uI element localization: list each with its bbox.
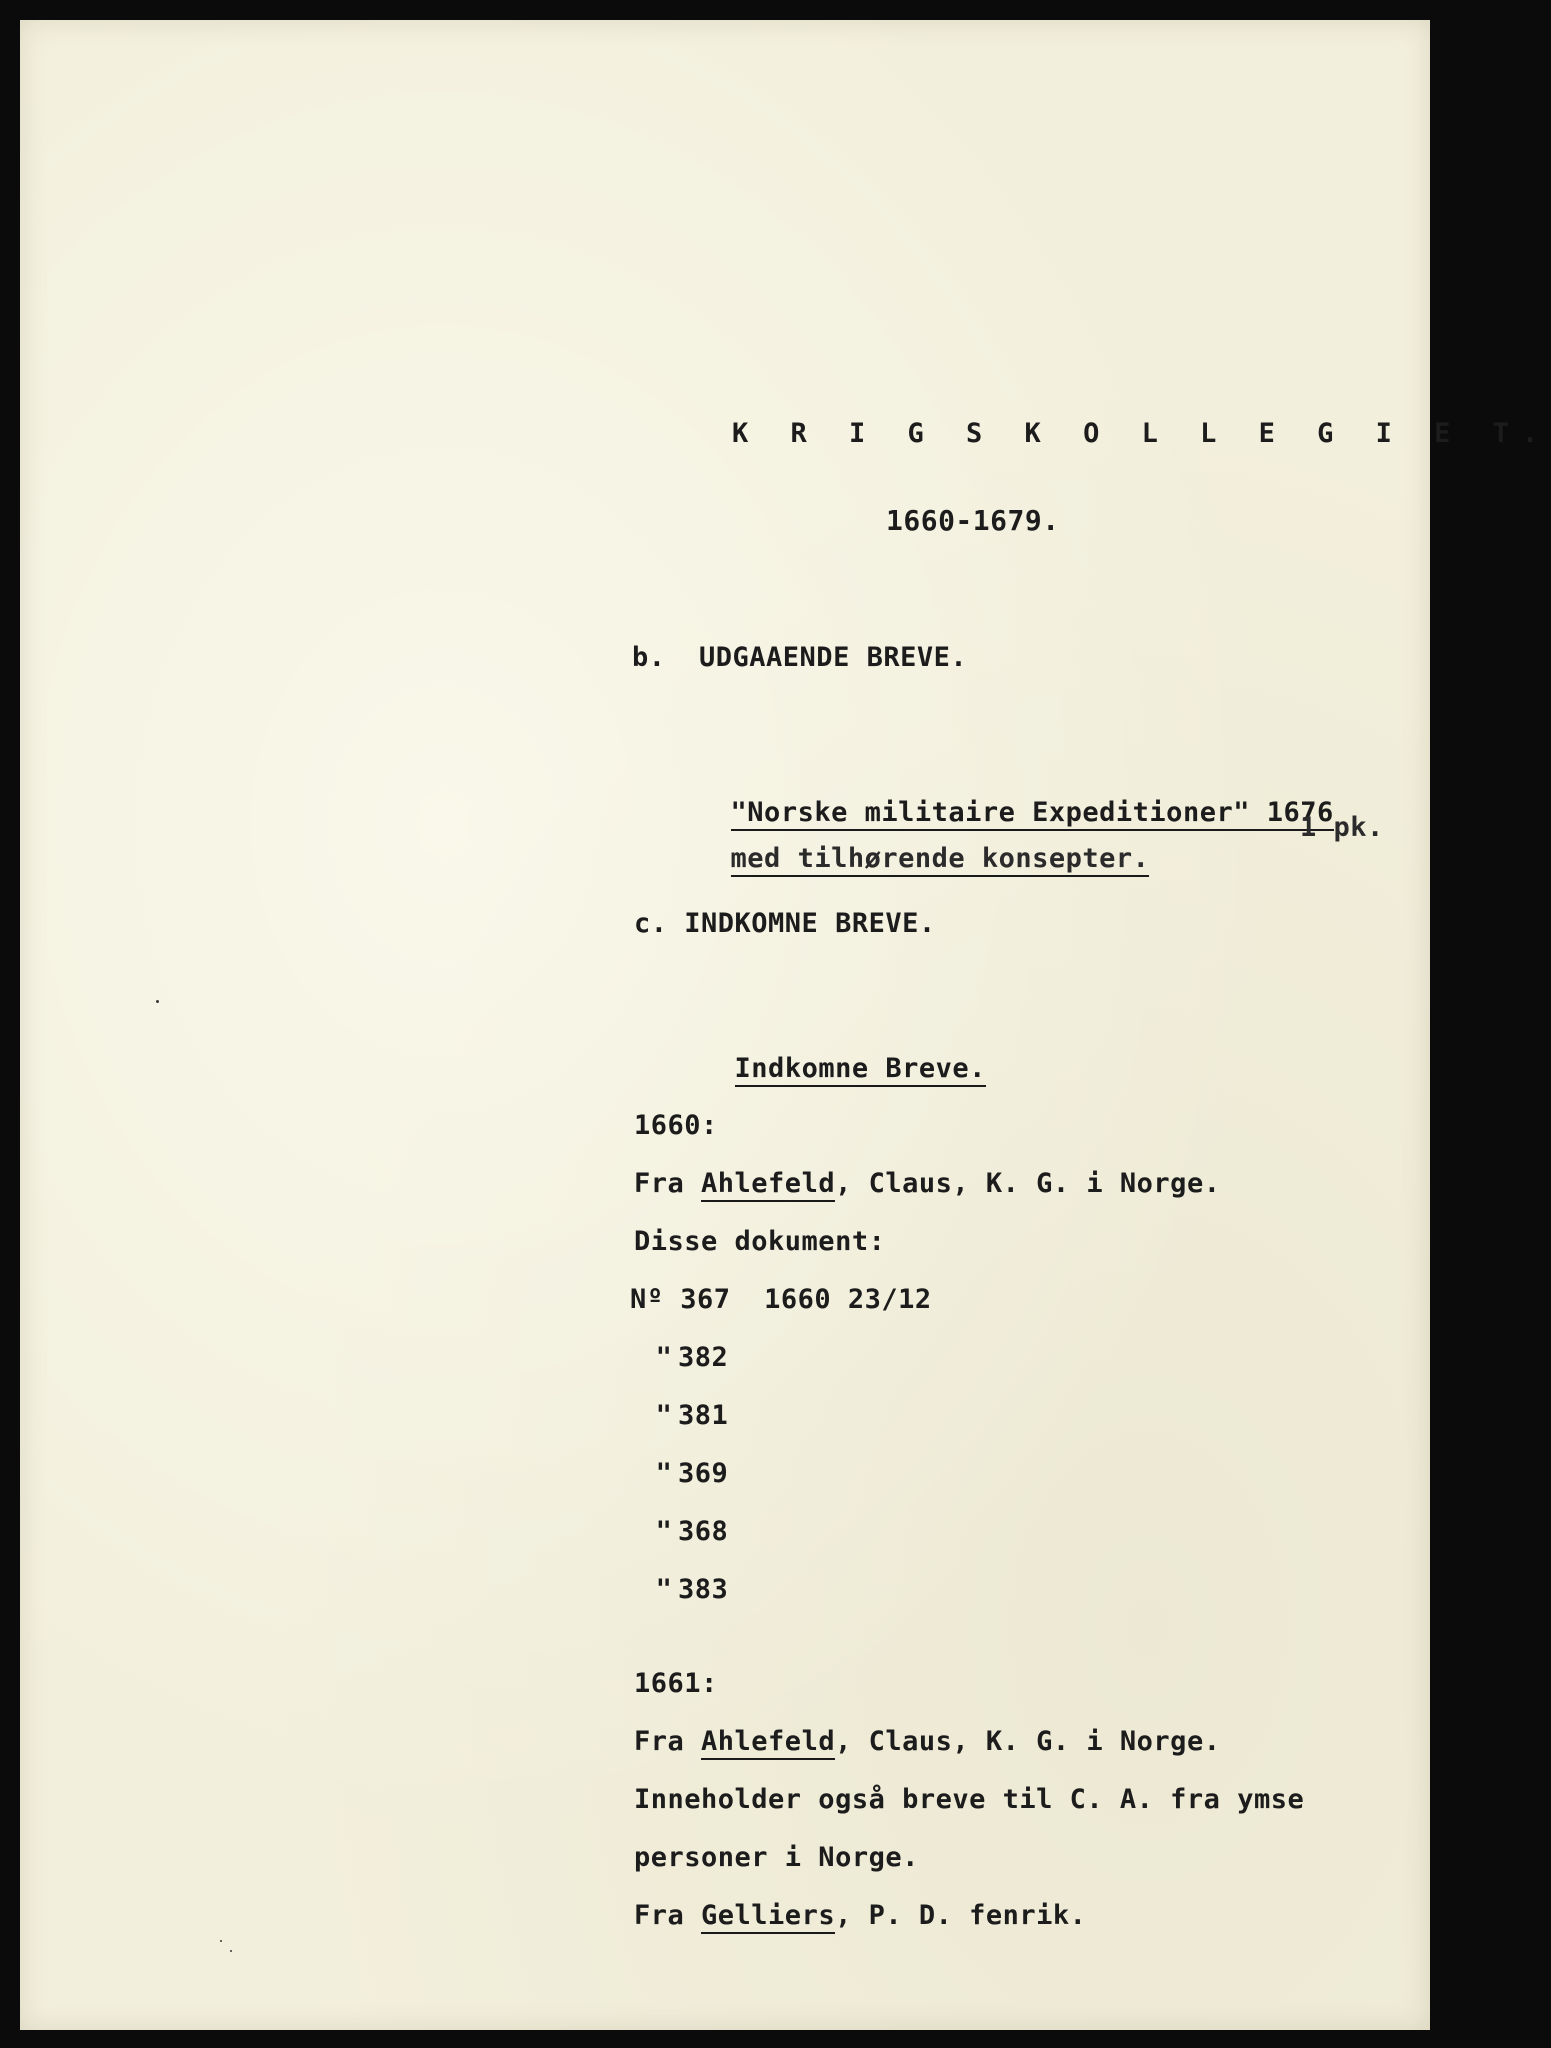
document-row (650, 1400, 728, 1431)
sender-name: Gelliers (701, 1900, 835, 1934)
document-page (20, 20, 1551, 2030)
section-b-heading: b. UDGAAENDE BREVE. (632, 642, 968, 673)
from-prefix: Fra (634, 1168, 702, 1199)
contains-line-2: personer i Norge. (634, 1842, 919, 1873)
document-number: 382 (678, 1342, 729, 1373)
from-gelliers (634, 1900, 1086, 1931)
document-row (650, 1342, 728, 1373)
document-number: 367 (680, 1284, 731, 1315)
from-ahlefeld-1660 (634, 1168, 1220, 1199)
document-row (650, 1574, 728, 1605)
entry-title-line-2-text: med tilhørende konsepter. (731, 843, 1150, 877)
speck (156, 1000, 159, 1003)
speck (230, 1950, 232, 1952)
sender-details: , Claus, K. G. i Norge. (835, 1168, 1221, 1199)
document-date: 1660 23/12 (764, 1284, 932, 1315)
from-ahlefeld-1661 (634, 1726, 1220, 1757)
year-1661-label: 1661: (634, 1668, 718, 1699)
document-row-first (630, 1284, 932, 1315)
document-number: 368 (678, 1516, 729, 1547)
ditto-mark: " (655, 1516, 673, 1547)
number-sign: Nº (630, 1284, 664, 1315)
sender-details: , P. D. fenrik. (835, 1900, 1087, 1931)
entry-quantity: 1 pk. (1300, 812, 1384, 843)
year-range: 1660-1679. (886, 504, 1060, 537)
document-number: 381 (678, 1400, 729, 1431)
ditto-mark: " (655, 1400, 673, 1431)
ditto-mark: " (655, 1342, 673, 1373)
subheading (634, 1022, 986, 1115)
from-prefix: Fra (634, 1726, 702, 1757)
entry-title-line-2 (630, 812, 1149, 905)
speck (220, 1940, 222, 1942)
document-number: 369 (678, 1458, 729, 1489)
entry-title-line-1-text: "Norske militaire Expeditioner" 1676 (731, 797, 1334, 831)
sender-name: Ahlefeld (701, 1726, 835, 1760)
section-c-heading: c. INDKOMNE BREVE. (634, 908, 936, 939)
sender-name: Ahlefeld (701, 1168, 835, 1202)
show-through-stamp (624, 260, 800, 312)
document-row (650, 1458, 728, 1489)
subheading-text: Indkomne Breve. (735, 1053, 986, 1087)
document-number: 383 (678, 1574, 729, 1605)
document-row (650, 1516, 728, 1547)
document-title: K R I G S K O L L E G I E T. (732, 418, 1551, 449)
sender-details: , Claus, K. G. i Norge. (835, 1726, 1221, 1757)
year-1660-label: 1660: (634, 1110, 718, 1141)
documents-label: Disse dokument: (634, 1226, 886, 1257)
ditto-mark: " (655, 1574, 673, 1605)
ditto-mark: " (655, 1458, 673, 1489)
contains-line-1: Inneholder også breve til C. A. fra ymse (634, 1784, 1305, 1815)
from-prefix: Fra (634, 1900, 702, 1931)
